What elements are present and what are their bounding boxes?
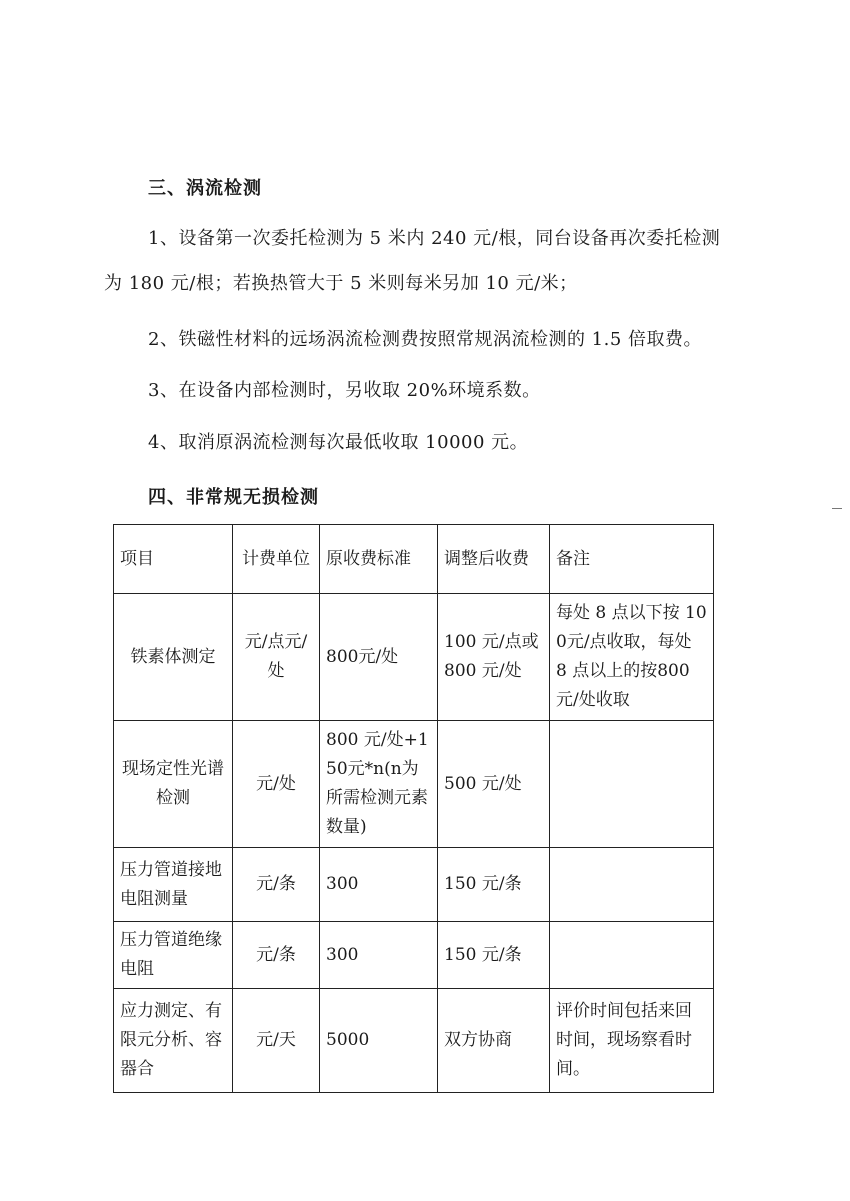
row-project-cell: 压力管道接地电阻测量	[114, 848, 233, 922]
row-adjusted-fee-cell: 150 元/条	[438, 922, 550, 989]
table-row	[114, 594, 714, 721]
fee-table	[113, 524, 714, 1093]
row-adjusted-fee-cell: 500 元/处	[438, 721, 550, 848]
row-project-cell: 应力测定、有限元分析、容器合	[114, 989, 233, 1093]
row-remarks-cell	[550, 922, 714, 989]
section-3-item-3: 3、在设备内部检测时，另收取 20%环境系数。	[148, 380, 541, 401]
row-unit-cell: 元/条	[233, 848, 320, 922]
row-remarks-cell: 评价时间包括来回时间，现场察看时间。	[550, 989, 714, 1093]
row-remarks-cell	[550, 721, 714, 848]
row-unit-cell: 元/条	[233, 922, 320, 989]
table-row	[114, 721, 714, 848]
row-unit-cell: 元/天	[233, 989, 320, 1093]
row-original-fee-cell: 5000	[320, 989, 438, 1093]
row-original-fee-cell: 800元/处	[320, 594, 438, 721]
row-original-fee-cell: 300	[320, 922, 438, 989]
section-3-item-1-line-2: 为 180 元/根；若换热管大于 5 米则每米另加 10 元/米；	[104, 273, 578, 294]
row-unit-cell: 元/处	[233, 721, 320, 848]
row-adjusted-fee-cell: 150 元/条	[438, 848, 550, 922]
section-4-heading: 四、非常规无损检测	[148, 487, 319, 508]
row-project-cell: 现场定性光谱检测	[114, 721, 233, 848]
scan-mark	[832, 508, 842, 509]
row-original-fee-cell: 300	[320, 848, 438, 922]
row-remarks-cell: 每处 8 点以下按 100元/点收取，每处 8 点以上的按800元/处收取	[550, 594, 714, 721]
header-cell-original-fee: 原收费标准	[320, 525, 438, 594]
table-header-row	[114, 525, 714, 594]
table-row	[114, 848, 714, 922]
header-cell-project: 项目	[114, 525, 233, 594]
header-cell-remarks: 备注	[550, 525, 714, 594]
row-adjusted-fee-cell: 双方协商	[438, 989, 550, 1093]
header-cell-adjusted-fee: 调整后收费	[438, 525, 550, 594]
header-cell-unit: 计费单位	[233, 525, 320, 594]
section-3-item-4: 4、取消原涡流检测每次最低收取 10000 元。	[148, 432, 529, 453]
section-3-item-2: 2、铁磁性材料的远场涡流检测费按照常规涡流检测的 1.5 倍取费。	[148, 329, 703, 350]
section-3-item-1-line-1: 1、设备第一次委托检测为 5 米内 240 元/根，同台设备再次委托检测	[148, 228, 721, 249]
row-project-cell: 压力管道绝缘电阻	[114, 922, 233, 989]
row-remarks-cell	[550, 848, 714, 922]
row-original-fee-cell: 800 元/处+150元*n(n为所需检测元素数量)	[320, 721, 438, 848]
table-row	[114, 989, 714, 1093]
row-adjusted-fee-cell: 100 元/点或 800 元/处	[438, 594, 550, 721]
table-row	[114, 922, 714, 989]
row-unit-cell: 元/点元/处	[233, 594, 320, 721]
row-project-cell: 铁素体测定	[114, 594, 233, 721]
section-3-heading: 三、涡流检测	[148, 178, 262, 199]
